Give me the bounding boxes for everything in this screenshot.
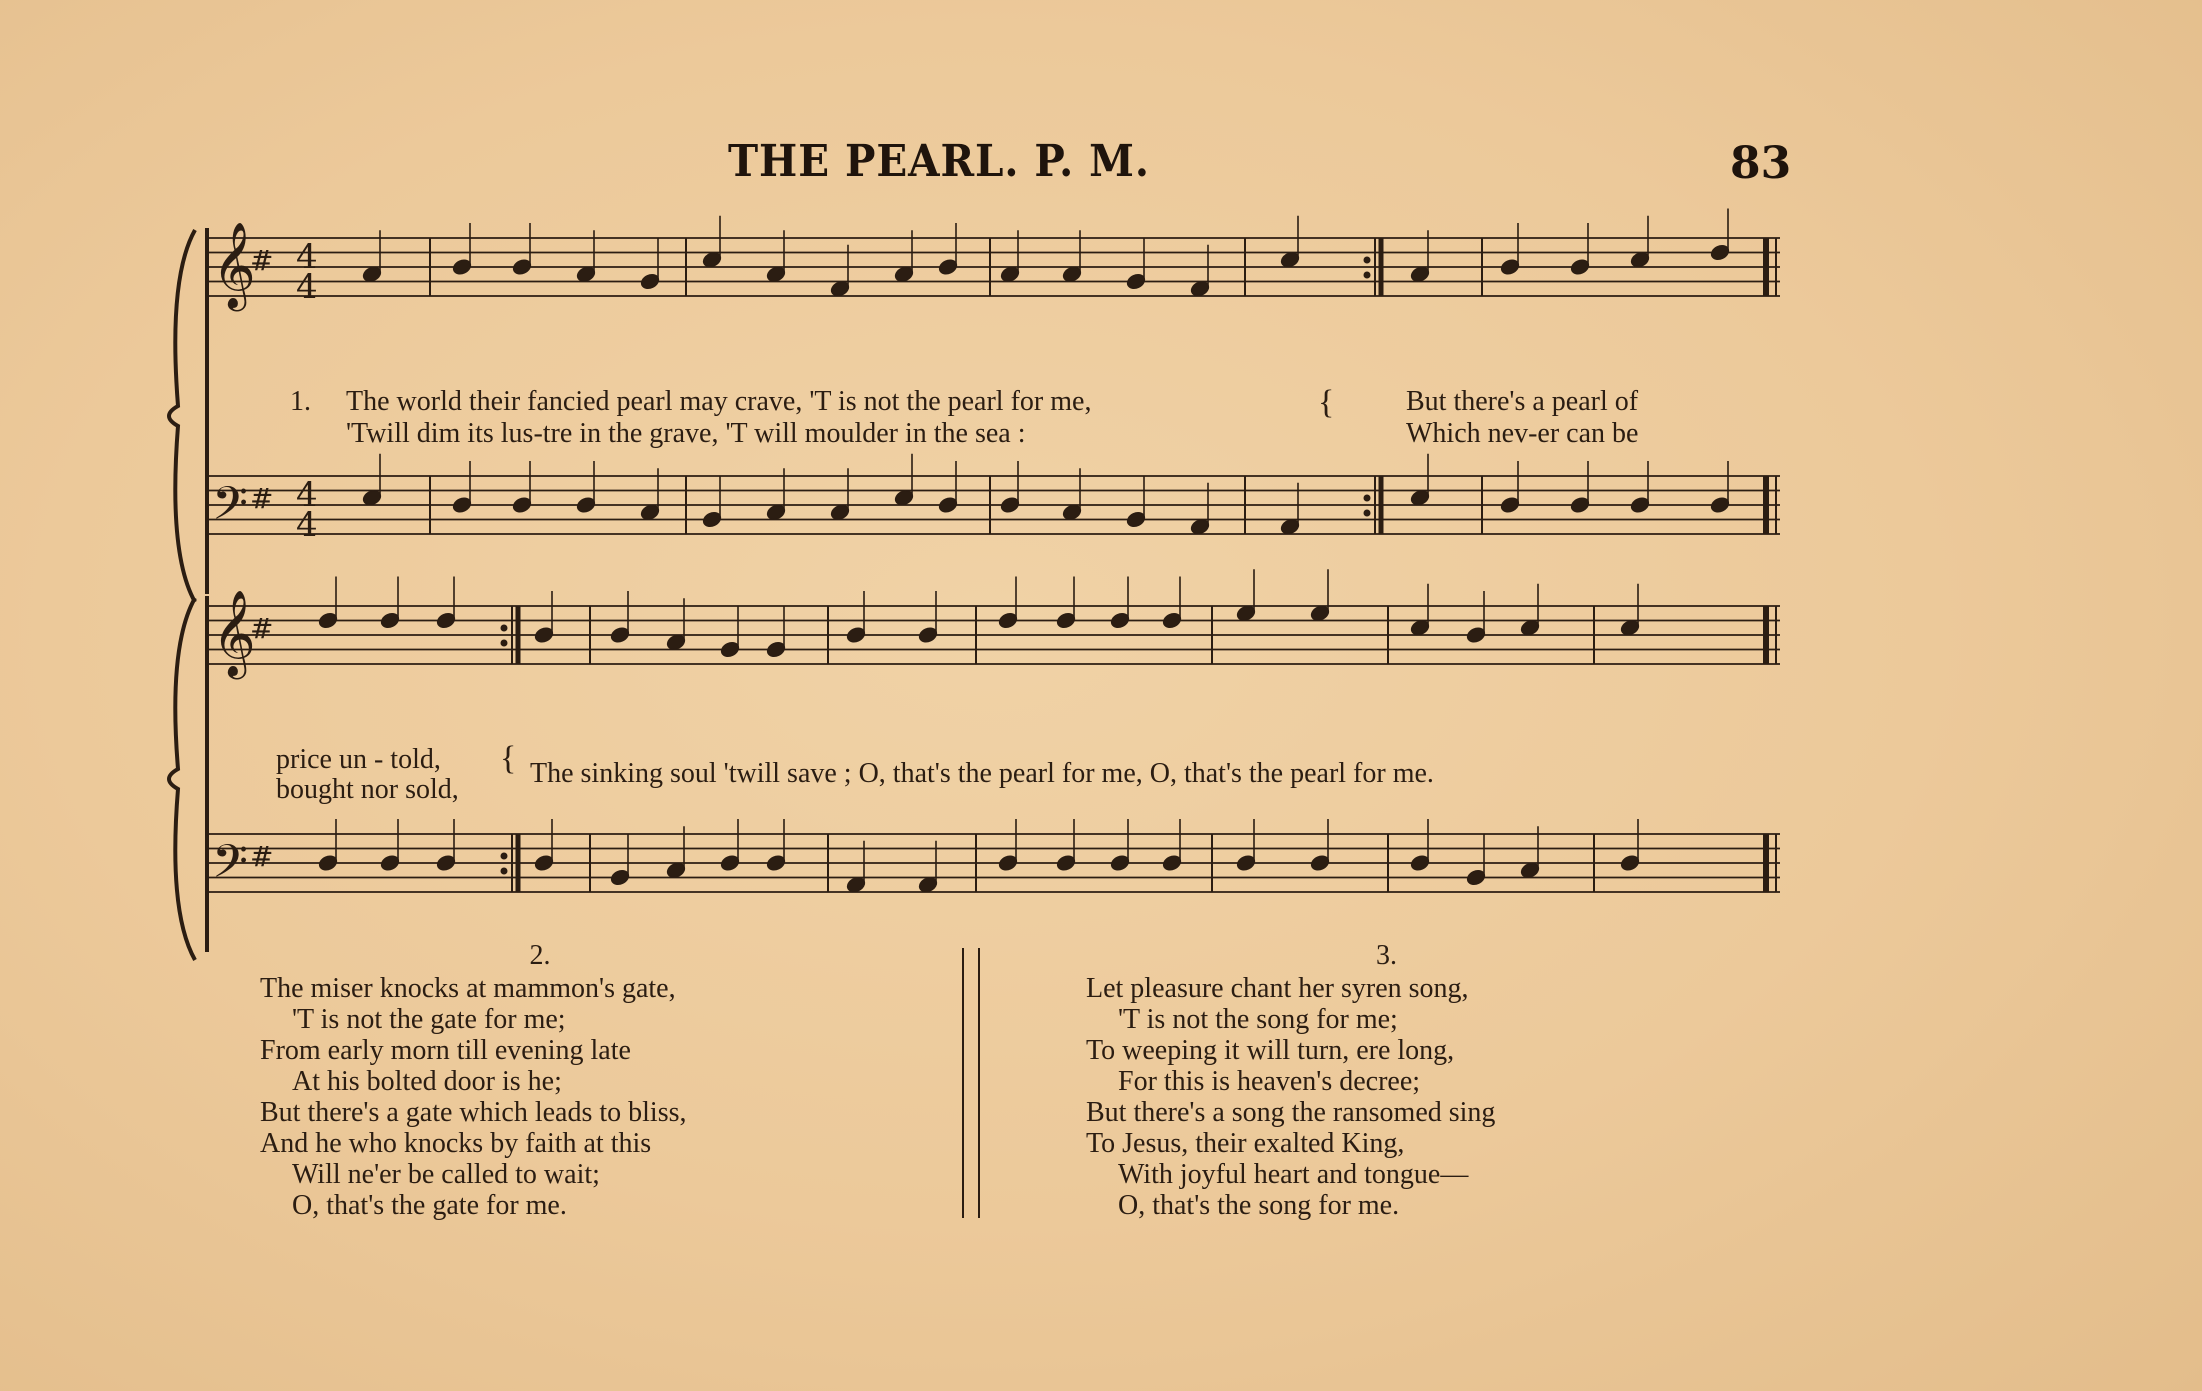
time-signature: 4	[296, 505, 318, 545]
repeat-dot	[1364, 257, 1370, 263]
repeat-dot	[501, 853, 507, 859]
verse-number: 1.	[290, 386, 311, 417]
verse-line: The miser knocks at mammon's gate,	[260, 973, 676, 1004]
lyric-line-1b: But there's a pearl of	[1406, 386, 1639, 417]
verse-line: And he who knocks by faith at this	[260, 1128, 652, 1159]
lyric-refrain: The sinking soul 'twill save ; O, that's the pearl for me, O, that's the pearl for me.	[530, 758, 1434, 789]
lyric-brace-2: {	[500, 740, 517, 777]
time-signature: 4	[296, 475, 318, 515]
lyric-brace-1: {	[1318, 384, 1335, 421]
verse-line: For this is heaven's decree;	[1118, 1066, 1421, 1097]
key-sharp-icon: #	[250, 840, 274, 873]
verse-line: At his bolted door is he;	[292, 1066, 562, 1097]
lyric-line-2b: Which nev-er can be	[1406, 418, 1639, 449]
lyric-line-2a: 'Twill dim its lus-tre in the grave, 'T will moulder in the sea :	[346, 418, 1026, 449]
system-brace	[169, 230, 195, 602]
verse-line: With joyful heart and tongue—	[1118, 1159, 1469, 1190]
verse-line: O, that's the song for me.	[1118, 1190, 1400, 1221]
lyric-line-3: price un - told,	[276, 744, 441, 775]
time-signature: 4	[296, 237, 318, 277]
treble-clef: 𝄞	[212, 222, 256, 308]
verse-number: 3.	[1376, 940, 1397, 971]
key-sharp-icon: #	[250, 612, 274, 645]
key-sharp-icon: #	[250, 482, 274, 515]
lyric-line-4: bought nor sold,	[276, 774, 459, 805]
verse-2	[260, 940, 820, 1221]
bass-clef: 𝄢	[212, 835, 249, 900]
verse-line: 'T is not the gate for me;	[292, 1004, 566, 1035]
verse-line: To weeping it will turn, ere long,	[1086, 1035, 1455, 1066]
repeat-dot	[501, 625, 507, 631]
repeat-dot	[501, 640, 507, 646]
treble-clef: 𝄞	[212, 590, 256, 676]
lyric-line-1a: The world their fancied pearl may crave, 'T is not the pearl for me,	[346, 386, 1092, 417]
verse-line: But there's a song the ransomed sing	[1086, 1097, 1496, 1128]
page-title: THE PEARL. P. M.	[728, 136, 1150, 187]
repeat-dot	[1364, 510, 1370, 516]
verse-line: But there's a gate which leads to bliss,	[260, 1097, 687, 1128]
verse-line: O, that's the gate for me.	[292, 1190, 567, 1221]
bass-clef: 𝄢	[212, 477, 249, 542]
repeat-dot	[1364, 272, 1370, 278]
verse-3	[1086, 940, 1646, 1221]
repeat-dot	[1364, 495, 1370, 501]
verse-divider	[962, 948, 980, 1218]
verse-line: From early morn till evening late	[260, 1035, 631, 1066]
verse-line: 'T is not the song for me;	[1118, 1004, 1398, 1035]
repeat-dot	[501, 868, 507, 874]
verse-number: 2.	[529, 940, 551, 971]
verse-line: Will ne'er be called to wait;	[292, 1159, 600, 1190]
system-brace	[169, 598, 195, 960]
verse-line: Let pleasure chant her syren song,	[1086, 973, 1469, 1004]
time-signature: 4	[296, 267, 318, 307]
key-sharp-icon: #	[250, 244, 274, 277]
page-number: 83	[1730, 138, 1792, 189]
verse-line: To Jesus, their exalted King,	[1086, 1128, 1405, 1159]
